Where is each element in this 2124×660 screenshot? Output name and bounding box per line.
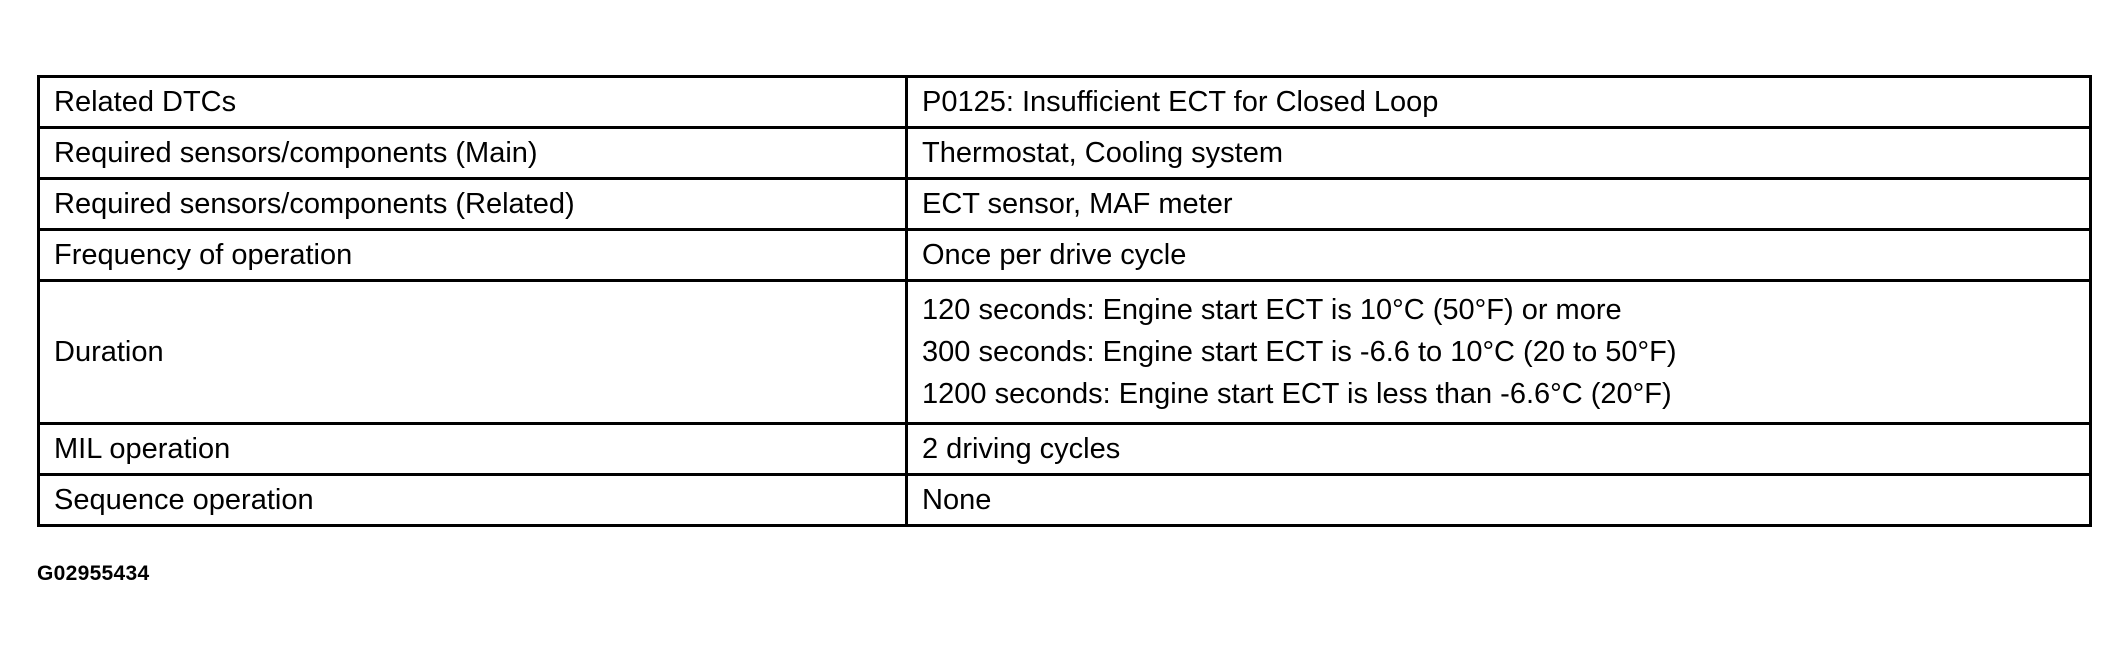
row-label: MIL operation bbox=[39, 424, 907, 475]
table-row bbox=[39, 179, 2091, 230]
table-row bbox=[39, 475, 2091, 526]
monitor-spec-table bbox=[37, 75, 2092, 527]
row-label: Frequency of operation bbox=[39, 230, 907, 281]
row-label: Related DTCs bbox=[39, 77, 907, 128]
duration-line: 120 seconds: Engine start ECT is 10°C (50°F) or more bbox=[922, 294, 1622, 326]
row-value: ECT sensor, MAF meter bbox=[907, 179, 2091, 230]
row-value: P0125: Insufficient ECT for Closed Loop bbox=[907, 77, 2091, 128]
table-row bbox=[39, 281, 2091, 424]
row-value: Thermostat, Cooling system bbox=[907, 128, 2091, 179]
figure-code: G02955434 bbox=[37, 562, 150, 585]
table-row bbox=[39, 424, 2091, 475]
row-label: Duration bbox=[39, 281, 907, 424]
row-value: 2 driving cycles bbox=[907, 424, 2091, 475]
row-label: Required sensors/components (Main) bbox=[39, 128, 907, 179]
row-label: Required sensors/components (Related) bbox=[39, 179, 907, 230]
row-label: Sequence operation bbox=[39, 475, 907, 526]
duration-line: 300 seconds: Engine start ECT is -6.6 to 10°C (20 to 50°F) bbox=[922, 336, 1677, 368]
row-value: None bbox=[907, 475, 2091, 526]
table-row bbox=[39, 77, 2091, 128]
duration-line: 1200 seconds: Engine start ECT is less than -6.6°C (20°F) bbox=[922, 378, 1672, 410]
table-row bbox=[39, 128, 2091, 179]
table-row bbox=[39, 230, 2091, 281]
row-value: Once per drive cycle bbox=[907, 230, 2091, 281]
row-value-multiline bbox=[907, 281, 2091, 424]
